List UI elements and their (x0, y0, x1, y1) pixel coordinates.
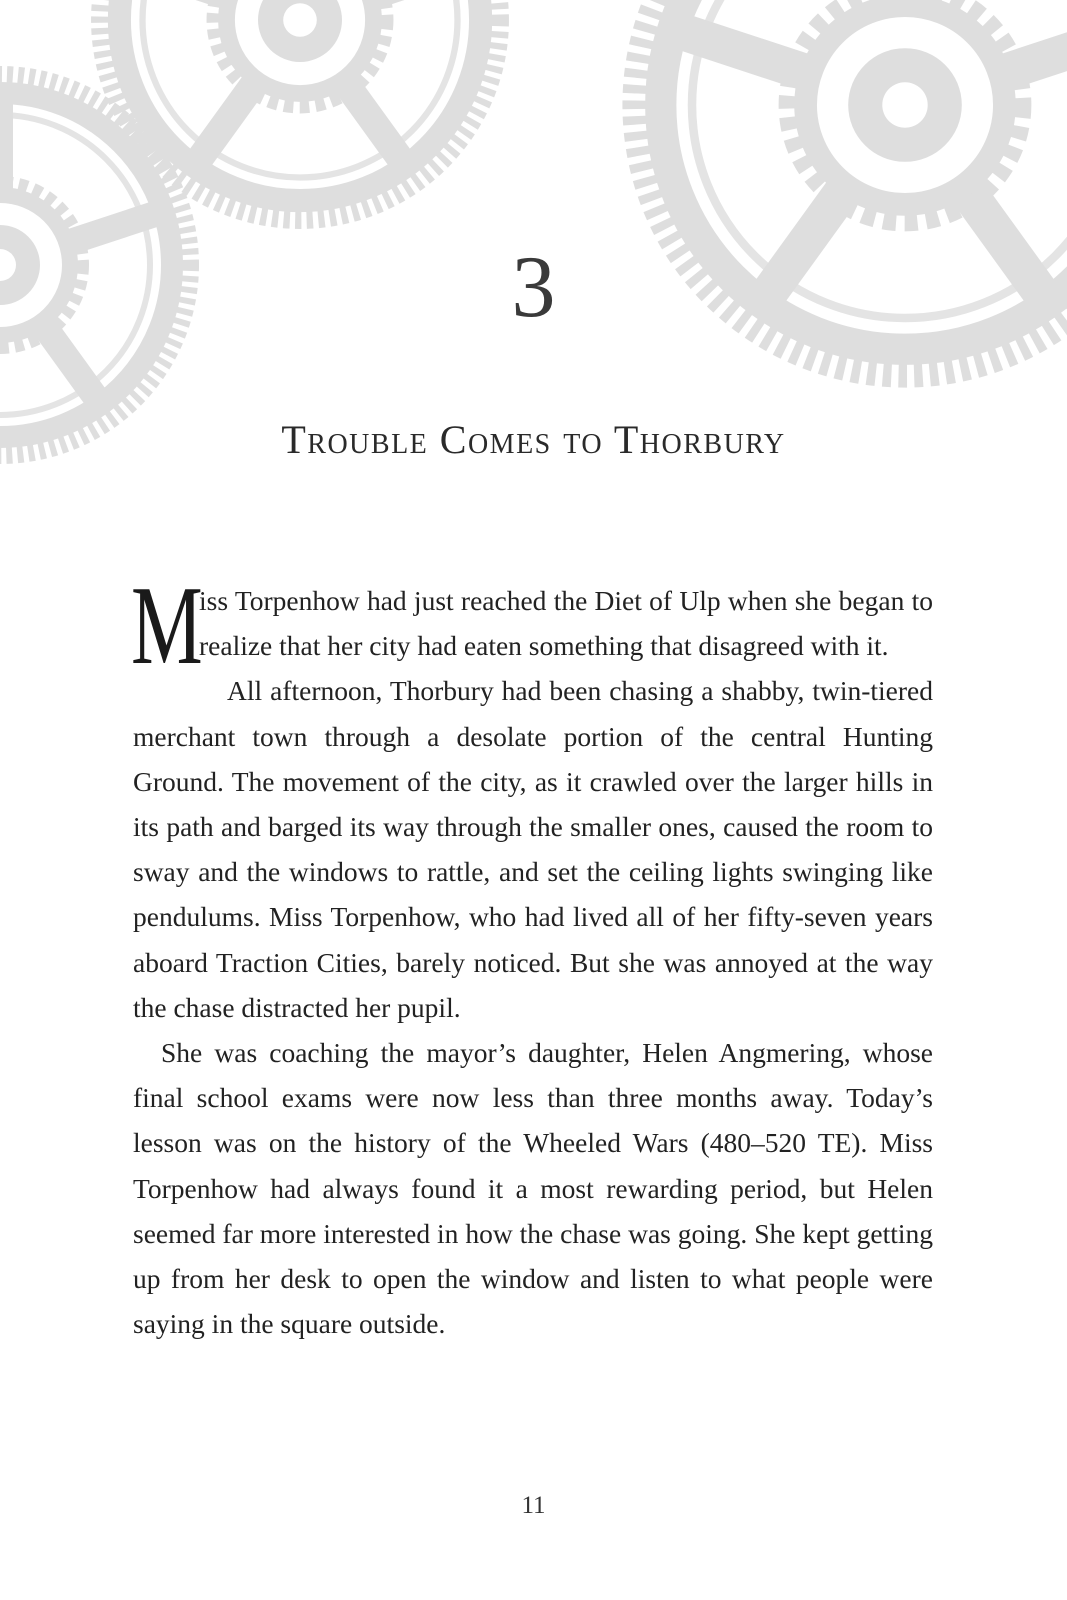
paragraph-3: She was coaching the mayor’s daughter, Helen Angmering, whose final school exams were now less than three months away. Today’s lesson was on the history of the Wheeled Wars (480–520 TE). Miss Torpenhow had always found it a most rewarding period, but Helen seemed far more interested in how the chase was going. She kept getting up from her desk to open the window and listen to what people were saying in the square outside. (133, 1037, 933, 1340)
drop-cap: M (131, 564, 203, 688)
paragraph-1-text: iss Torpenhow had just reached the Diet of Ulp when she began to realize that her city had eaten something that disagreed with it. (199, 585, 933, 662)
paragraph-1 (131, 564, 933, 688)
paragraph-2: All afternoon, Thorbury had been chasing a shabby, twin-tiered merchant town through a desolate portion of the central Hunting Ground. The movement of the city, as it crawled over the larger hills in its path and barged its way through the smaller ones, caused the room to sway and the windows to rattle, and set the ceiling lights swinging like pendulums. Miss Torpenhow, who had lived all of her fifty-seven years aboard Traction Cities, barely noticed. But she was annoyed at the way the chase distracted her pupil. (133, 675, 933, 1023)
chapter-number: 3 (511, 239, 556, 336)
page-number: 11 (521, 1492, 546, 1519)
chapter-title: Trouble Comes to Thorbury (281, 417, 786, 462)
chapter-text (131, 564, 933, 1346)
